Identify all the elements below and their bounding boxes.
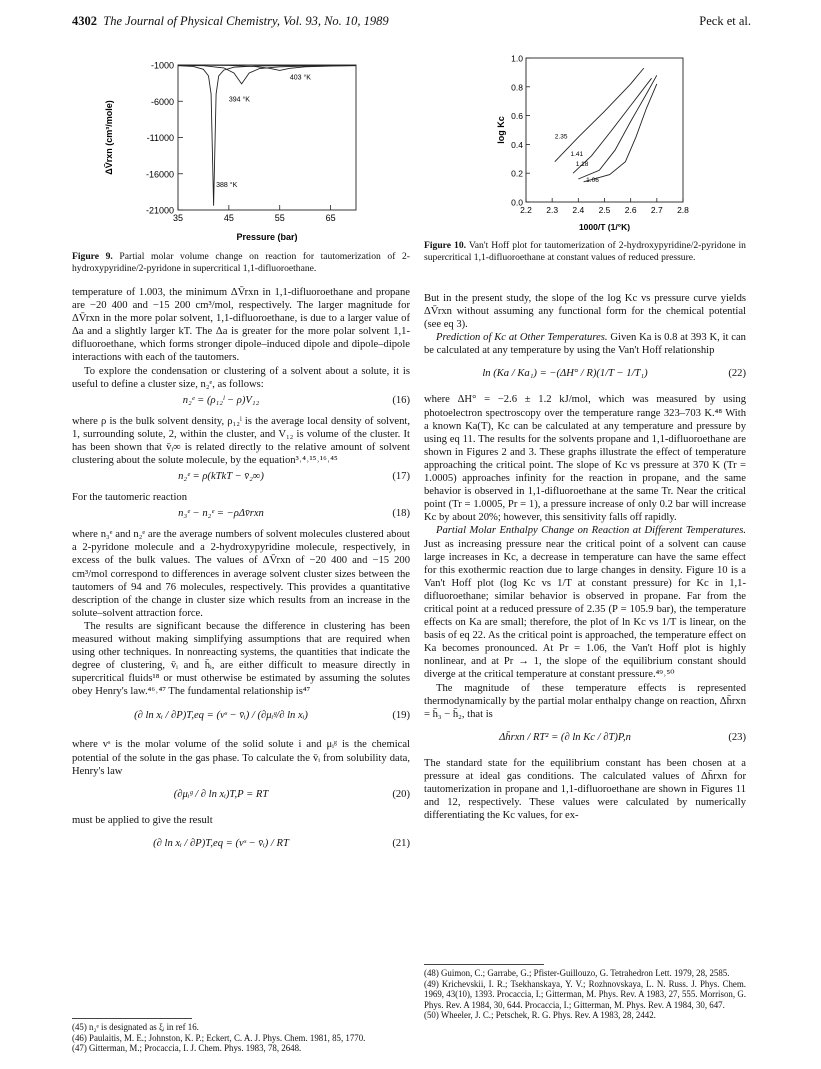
- x-tick-label: 45: [223, 213, 234, 223]
- paragraph: temperature of 1.003, the minimum ΔV̄rxn in 1,1-difluoroethane and propane are −20 400 and −15 200 cm³/mol, respectively. The larger magnitude for ΔV̄rxn in the more polar solvent, 1,1-difluoroethane, is due to a larger value of Δa and a slightly larger kT. The Δa is greater for the more polar solvent 1,1-difluoroethane, which forms stronger dipole–induced dipole and dipole–dipole interactions with each of the tautomers.: [72, 287, 410, 364]
- x-tick-label: 2.5: [598, 205, 611, 215]
- figure-9-caption: Figure 9. Partial molar volume change on reaction for tautomerization of 2-hydroxypyridine/2-pyridone in supercritical 1,1-difluoroethane.: [72, 251, 410, 274]
- footnote-48: (48) Guimon, C.; Garrabe, G.; Pfister-Guillouzo, G. Tetrahedron Lett. 1979, 28, 2585.: [424, 968, 730, 978]
- curve-label: 394 °K: [228, 96, 250, 104]
- y-tick-label: -16000: [145, 169, 174, 180]
- figure-10-chart: [488, 50, 718, 240]
- equation-23: Δh̄rxn / RT² = (∂ ln Kc / ∂T)P,n (23): [499, 731, 746, 743]
- paragraph: The results are significant because the difference in clustering has been measured without making simplifying assumptions that are required when using other techniques. In nonreacting systems, the quantities that indicate the degree of clustering, v̄ᵢ and h̄ᵢ, are either difficult to measure directly in supercritical fluids¹⁸ or must otherwise be estimated by assuming the solutes obey Henry's law.⁴⁶˒⁴⁷ The fundamental relationship is⁴⁷: [72, 620, 410, 698]
- paragraph: Prediction of Kc at Other Temperatures. Given Ka is 0.8 at 393 K, it can be calculated at any temperature by using the Van't Hoff relationship: [424, 332, 746, 357]
- right-footnotes: [424, 958, 746, 1021]
- y-tick-label: 0.4: [511, 139, 523, 150]
- y-tick-label: 1.0: [511, 53, 523, 64]
- x-tick-label: 2.6: [624, 205, 637, 215]
- x-axis-label: 1000/T (1/°K): [578, 222, 631, 232]
- footnote-rule: [72, 1018, 192, 1019]
- paragraph: The magnitude of these temperature effects is represented thermodynamically by the partial molar enthalpy change on reaction, Δh̄rxn = h̄₃ − h̄₂, that is: [424, 682, 746, 720]
- plot-frame: [526, 58, 683, 202]
- y-tick-label: 0.6: [511, 111, 523, 122]
- x-tick-label: 65: [325, 213, 336, 223]
- series-label: 1.18: [575, 161, 589, 168]
- x-tick-label: 2.7: [650, 205, 663, 215]
- equation-21: (∂ ln xᵢ / ∂P)T,eq = (vˢ − v̄ᵢ) / RT (21): [153, 837, 410, 849]
- paragraph: But in the present study, the slope of the log Kc vs pressure curve yields ΔV̄rxn without assuming any functional form for the chemical potential (see eq 3).: [424, 293, 746, 331]
- equation-20: (∂μᵢᵍ / ∂ ln xᵢ)T,P = RT (20): [173, 788, 410, 800]
- footnote-50: (50) Wheeler, J. C.; Petschek, R. G. Phys. Rev. A 1983, 28, 2442.: [424, 1010, 656, 1021]
- journal-title: The Journal of Physical Chemistry, Vol. 93, No. 10, 1989: [103, 14, 389, 28]
- equation-19: (∂ ln xᵢ / ∂P)T,eq = (vˢ − v̄ᵢ) / (∂μᵢᵍ/∂ ln xᵢ) (19): [134, 710, 410, 722]
- plot-frame: [178, 65, 356, 210]
- author-line: Peck et al.: [699, 14, 751, 28]
- paragraph: For the tautomeric reaction: [72, 492, 188, 504]
- paragraph: must be applied to give the result: [72, 814, 213, 826]
- paragraph: where n₃ᵉ and n₂ᵉ are the average numbers of solvent molecules clustered about a 2-pyridone molecule and a 2-hydroxypyridine molecule, respectively, in excess of the bulk values. The values of ΔV̄rxn of −20 400 and −15 200 cm³/mol correspond to differences in average solvent cluster sizes between the tautomers of 94 and 76 molecules, respectively. This provides a quantitative description of the change in cluster size which results from an increase in the solute–solvent attraction force.: [72, 529, 410, 619]
- x-tick-label: 2.2: [520, 205, 532, 215]
- y-tick-label: -21000: [145, 205, 174, 216]
- y-tick-label: -11000: [146, 133, 174, 143]
- y-tick-label: 0.2: [511, 168, 523, 179]
- footnote-47: (47) Gitterman, M.; Procaccia, I. J. Chem. Phys. 1983, 78, 2648.: [72, 1043, 302, 1054]
- paragraph: where ρ is the bulk solvent density, ρ₁₂ˡ is the average local density of solvent, 1, surrounding solute, 2, within the cluster, and V₁₂ is volume of the cluster. It has been shown that v̄ᵢ∞ is related directly to the relative amount of solvent clustering about the solute molecule, by the equation³˒⁴˒¹⁵˒¹⁶˒⁴⁵: [72, 415, 410, 467]
- curve-label: 403 °K: [289, 74, 311, 82]
- left-column-text: [72, 286, 410, 863]
- paragraph: To explore the condensation or clustering of a solvent about a solute, it is useful to define a cluster size, n₂ᵉ, as follows:: [72, 365, 410, 390]
- paragraph: where ΔH° = −2.6 ± 1.2 kJ/mol, which was measured by using photoelectron spectroscopy over the temperature range 323–703 K.⁴⁸ With a known Ka(T), Kc can be calculated at any temperature and pressure by using eq 11. The results for the solvents propane and 1,1-difluoroethane are shown in Figures 2 and 3. These graphs illustrate the effect of temperature approaching the critical point. The slope of Kc vs pressure at 370 K (Tr = 1.0005) approaches infinity for the reaction in propane, and the same behavior is observed in 1,1-difluoroethane at the same Tr. Near the critical point (Tr = 1.0005, Pr = 1), a pressure increase of only 0.2 bar will increase Kc by about 20%; however, this sensitivity falls off rapidly.: [424, 394, 746, 524]
- y-axis-label: log Kc: [496, 116, 506, 144]
- paragraph: where vˢ is the molar volume of the solid solute i and μᵢᵍ is the chemical potential of the solute in the gas phase. To calculate the v̄ᵢ from solubility data, Henry's law: [72, 739, 410, 777]
- x-tick-label: 2.8: [677, 205, 689, 215]
- x-tick-label: 2.4: [572, 205, 585, 215]
- figure-10-caption: Figure 10. Van't Hoff plot for tautomerization of 2-hydroxypyridine/2-pyridone in supercritical 1,1-difluoroethane at constant values of reduced pressure.: [424, 240, 746, 263]
- footnote-49: (49) Krichevskii, I. R.; Tsekhanskaya, Y. V.; Rozhnovskaya, L. N. Russ. J. Phys. Chem. 1969, 43(10), 1393. Procaccia, I.; Gitterman, M. Phys. Rev. A 1983, 27, 555. Morrison, G. Phys. Rev. A 1984, 30, 644. Procaccia, I.; Gitterman, M. Phys. Rev. A 1984, 30, 647.: [424, 978, 746, 1010]
- x-tick-label: 35: [172, 213, 184, 223]
- equation-22: ln (Ka / Ka₁) = −(ΔH° / R)(1/T − 1/T₁) (22): [482, 368, 746, 380]
- series-label: 2.35: [554, 133, 568, 141]
- y-axis-label: ΔV̄rxn (cm³/mole): [104, 100, 114, 175]
- running-header: [72, 14, 751, 34]
- y-tick-label: 0.8: [511, 82, 523, 93]
- x-tick-label: 55: [274, 213, 285, 223]
- right-column-text: [424, 292, 746, 822]
- equation-18: n₃ᵉ − n₂ᵉ = −ρΔv̄rxn (18): [178, 508, 410, 520]
- footnote-rule: [424, 964, 544, 965]
- footnote-45: (45) n₂ᵉ is designated as ξᵢ in ref 16.: [72, 1022, 199, 1032]
- curve-label: 388 °K: [216, 181, 238, 189]
- equation-17: n₂ᵉ = ρ(kTkT − v̄₂∞) (17): [178, 471, 410, 483]
- x-tick-label: 2.3: [546, 205, 559, 215]
- y-tick-label: -1000: [150, 60, 174, 71]
- paragraph: Partial Molar Enthalpy Change on Reaction at Different Temperatures. Just as increasing pressure near the critical point of a solvent can cause large increases in Kc, a decrease in temperature can have the same effect for this exothermic reaction due to large changes in density. Figure 10 is a Van't Hoff plot (log Kc vs 1/T at constant pressure) for Kc in 1,1-difluoroethane; similar behavior is observed in propane. Far from the critical point at a reduced pressure of 2.35 (P = 105.9 bar), the temperature effects on Ka are small; therefore, the plot of ln Kc vs 1/T is linear, on the basis of eq 22. As the critical point is approached, the temperature effect on Ka becomes pronounced. At Pr = 1.06, the Van't Hoff plot is highly nonlinear, and at Pr → 1, the slope of the equilibrium constant should diverge at the critical temperature at constant pressure.⁴⁹˒⁵⁰: [424, 525, 746, 681]
- y-tick-label: -6000: [150, 96, 174, 107]
- series-line: [555, 68, 644, 162]
- left-footnotes: [72, 1012, 410, 1054]
- x-axis-label: Pressure (bar): [236, 232, 298, 242]
- series-label: 1.41: [570, 150, 584, 158]
- paragraph: The standard state for the equilibrium constant has been chosen at a pressure at ideal gas conditions. The calculated values of Δh̄rxn for tautomerization in propane and 1,1-difluoroethane are shown in Figures 11 and 12, respectively. These values were calculated by numerically differentiating the Kc values, for ex-: [424, 757, 746, 822]
- series-line: [178, 65, 356, 205]
- footnote-46: (46) Paulaitis, M. E.; Johnston, K. P.; Eckert, C. A. J. Phys. Chem. 1981, 85, 1770.: [72, 1032, 366, 1043]
- figure-9-chart: [98, 55, 388, 250]
- series-line: [584, 84, 657, 182]
- page-number: 4302: [72, 14, 97, 28]
- series-label: 1.06: [586, 176, 599, 184]
- equation-16: n₂ᵉ = (ρ₁₂ˡ − ρ)V₁₂ (16): [182, 394, 410, 406]
- y-tick-label: 0.0: [511, 197, 523, 208]
